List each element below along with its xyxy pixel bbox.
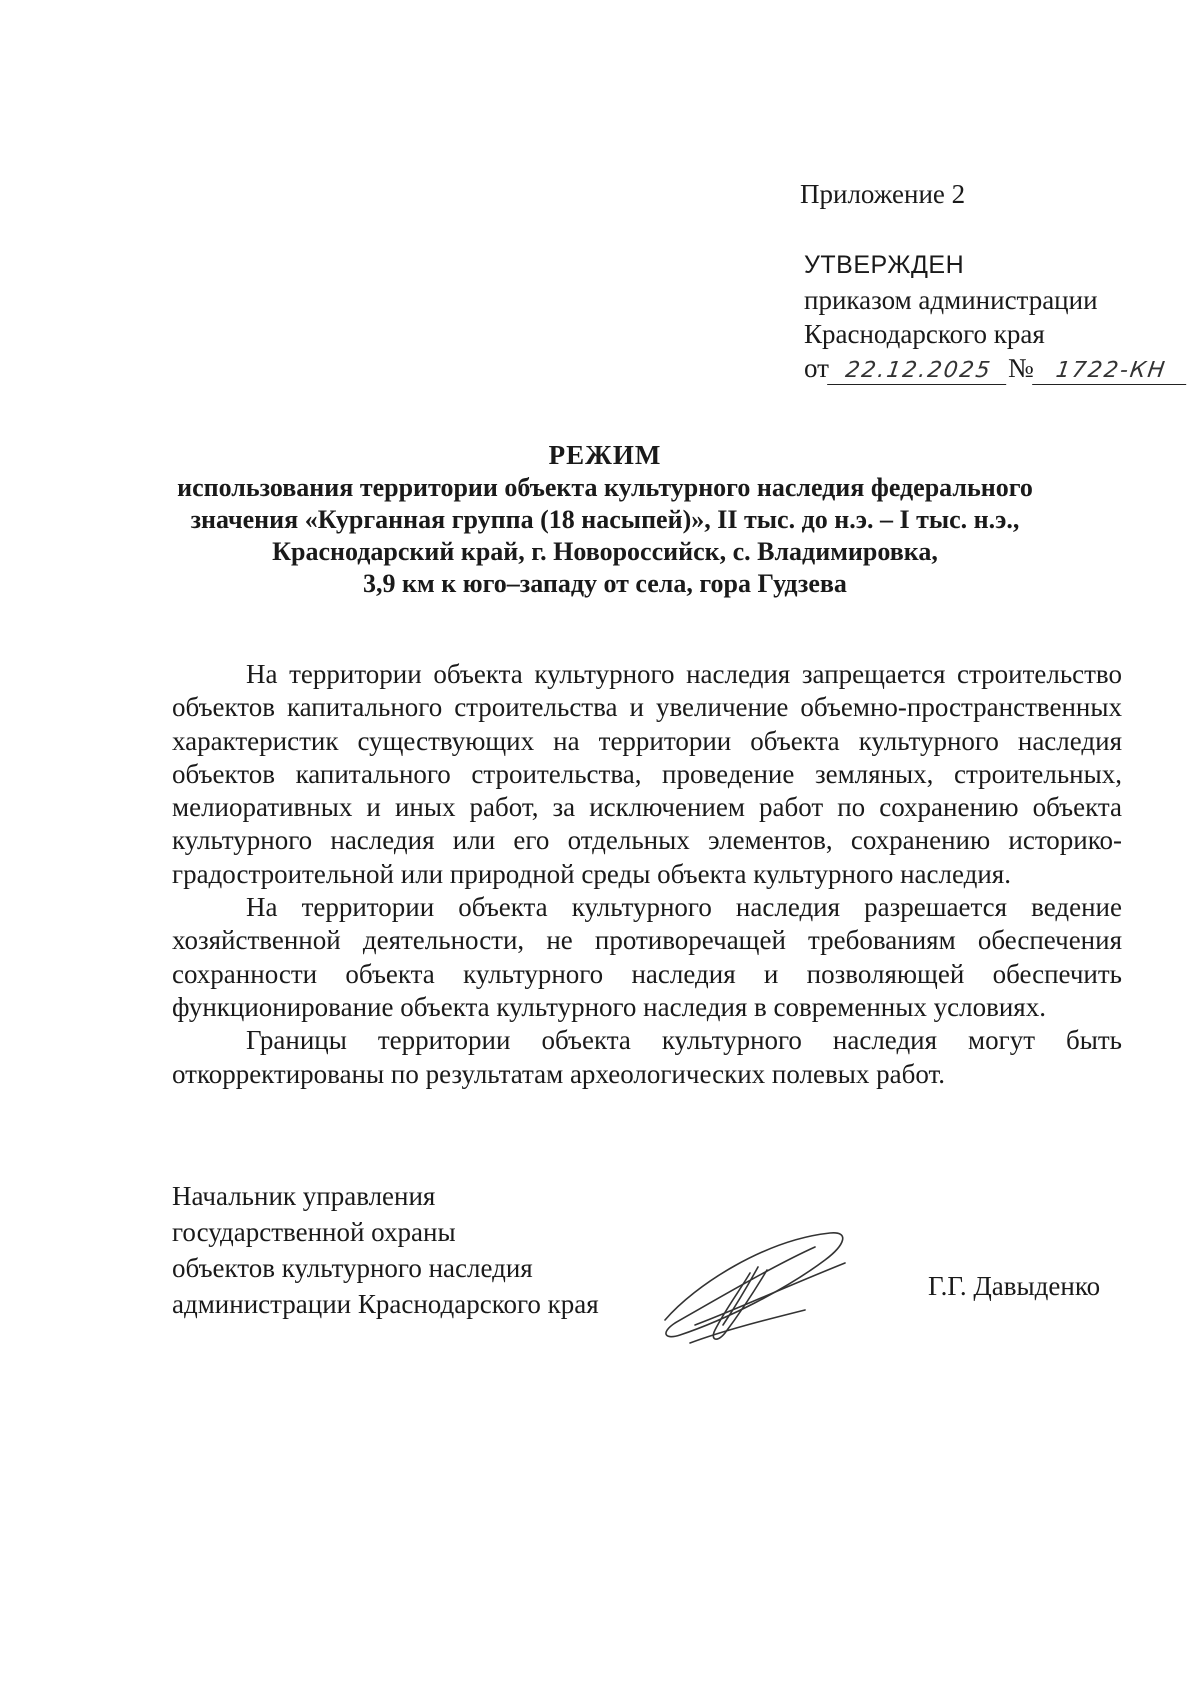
body-paragraph-2: На территории объекта культурного наследия разрешается ведение хозяйственной деятельности, не противоречащей требованиям обеспечения сохранности объекта культурного наследия и позволяющей обеспечить функционирование объекта культурного наследия в современных условиях. [172, 892, 1122, 1022]
signatory-position-line-4: администрации Краснодарского края [172, 1289, 599, 1319]
approval-block [804, 247, 1184, 385]
approved-title: УТВЕРЖДЕН [804, 251, 965, 279]
title-line-4: 3,9 км к юго–западу от села, гора Гудзева [363, 569, 847, 598]
approved-by-line-2: Краснодарского края [804, 319, 1045, 349]
approved-by-line-1: приказом администрации [804, 285, 1098, 315]
signatory-position-line-2: государственной охраны [172, 1217, 456, 1247]
title-line-2: значения «Курганная группа (18 насыпей)», II тыс. до н.э. – I тыс. н.э., [190, 505, 1020, 534]
body-paragraph-3: Границы территории объекта культурного наследия могут быть откорректированы по результатам археологических полевых работ. [172, 1025, 1122, 1089]
handwritten-date: 22.12.2025 [827, 358, 1010, 385]
number-prefix: № [1007, 353, 1034, 383]
title-main: РЕЖИМ [548, 440, 662, 470]
order-date-number-line [804, 351, 1184, 385]
handwritten-order-number: 1722-КН [1032, 358, 1190, 385]
handwritten-signature [655, 1225, 855, 1350]
signatory-position-line-3: объектов культурного наследия [172, 1253, 533, 1283]
title-line-1: использования территории объекта культурного наследия федерального [177, 473, 1033, 502]
document-body [172, 658, 1122, 1091]
body-paragraph-1: На территории объекта культурного наследия запрещается строительство объектов капитального строительства и увеличение объемно-пространственных характеристик существующих на территории объекта культурного наследия объектов капитального строительства, проведение земляных, строительных, мелиоративных и иных работ, за исключением работ по сохранению объекта культурного наследия или его отдельных элементов, сохранению историко-градостроительной или природной среды объекта культурного наследия. [172, 659, 1122, 889]
signatory-position-line-1: Начальник управления [172, 1181, 436, 1211]
date-prefix: от [804, 353, 829, 383]
signer-name: Г.Г. Давыденко [928, 1271, 1101, 1301]
appendix-label: Приложение 2 [800, 179, 966, 209]
signatory-position [172, 1178, 599, 1322]
document-title [140, 438, 1070, 600]
title-line-3: Краснодарский край, г. Новороссийск, с. Владимировка, [272, 537, 938, 566]
